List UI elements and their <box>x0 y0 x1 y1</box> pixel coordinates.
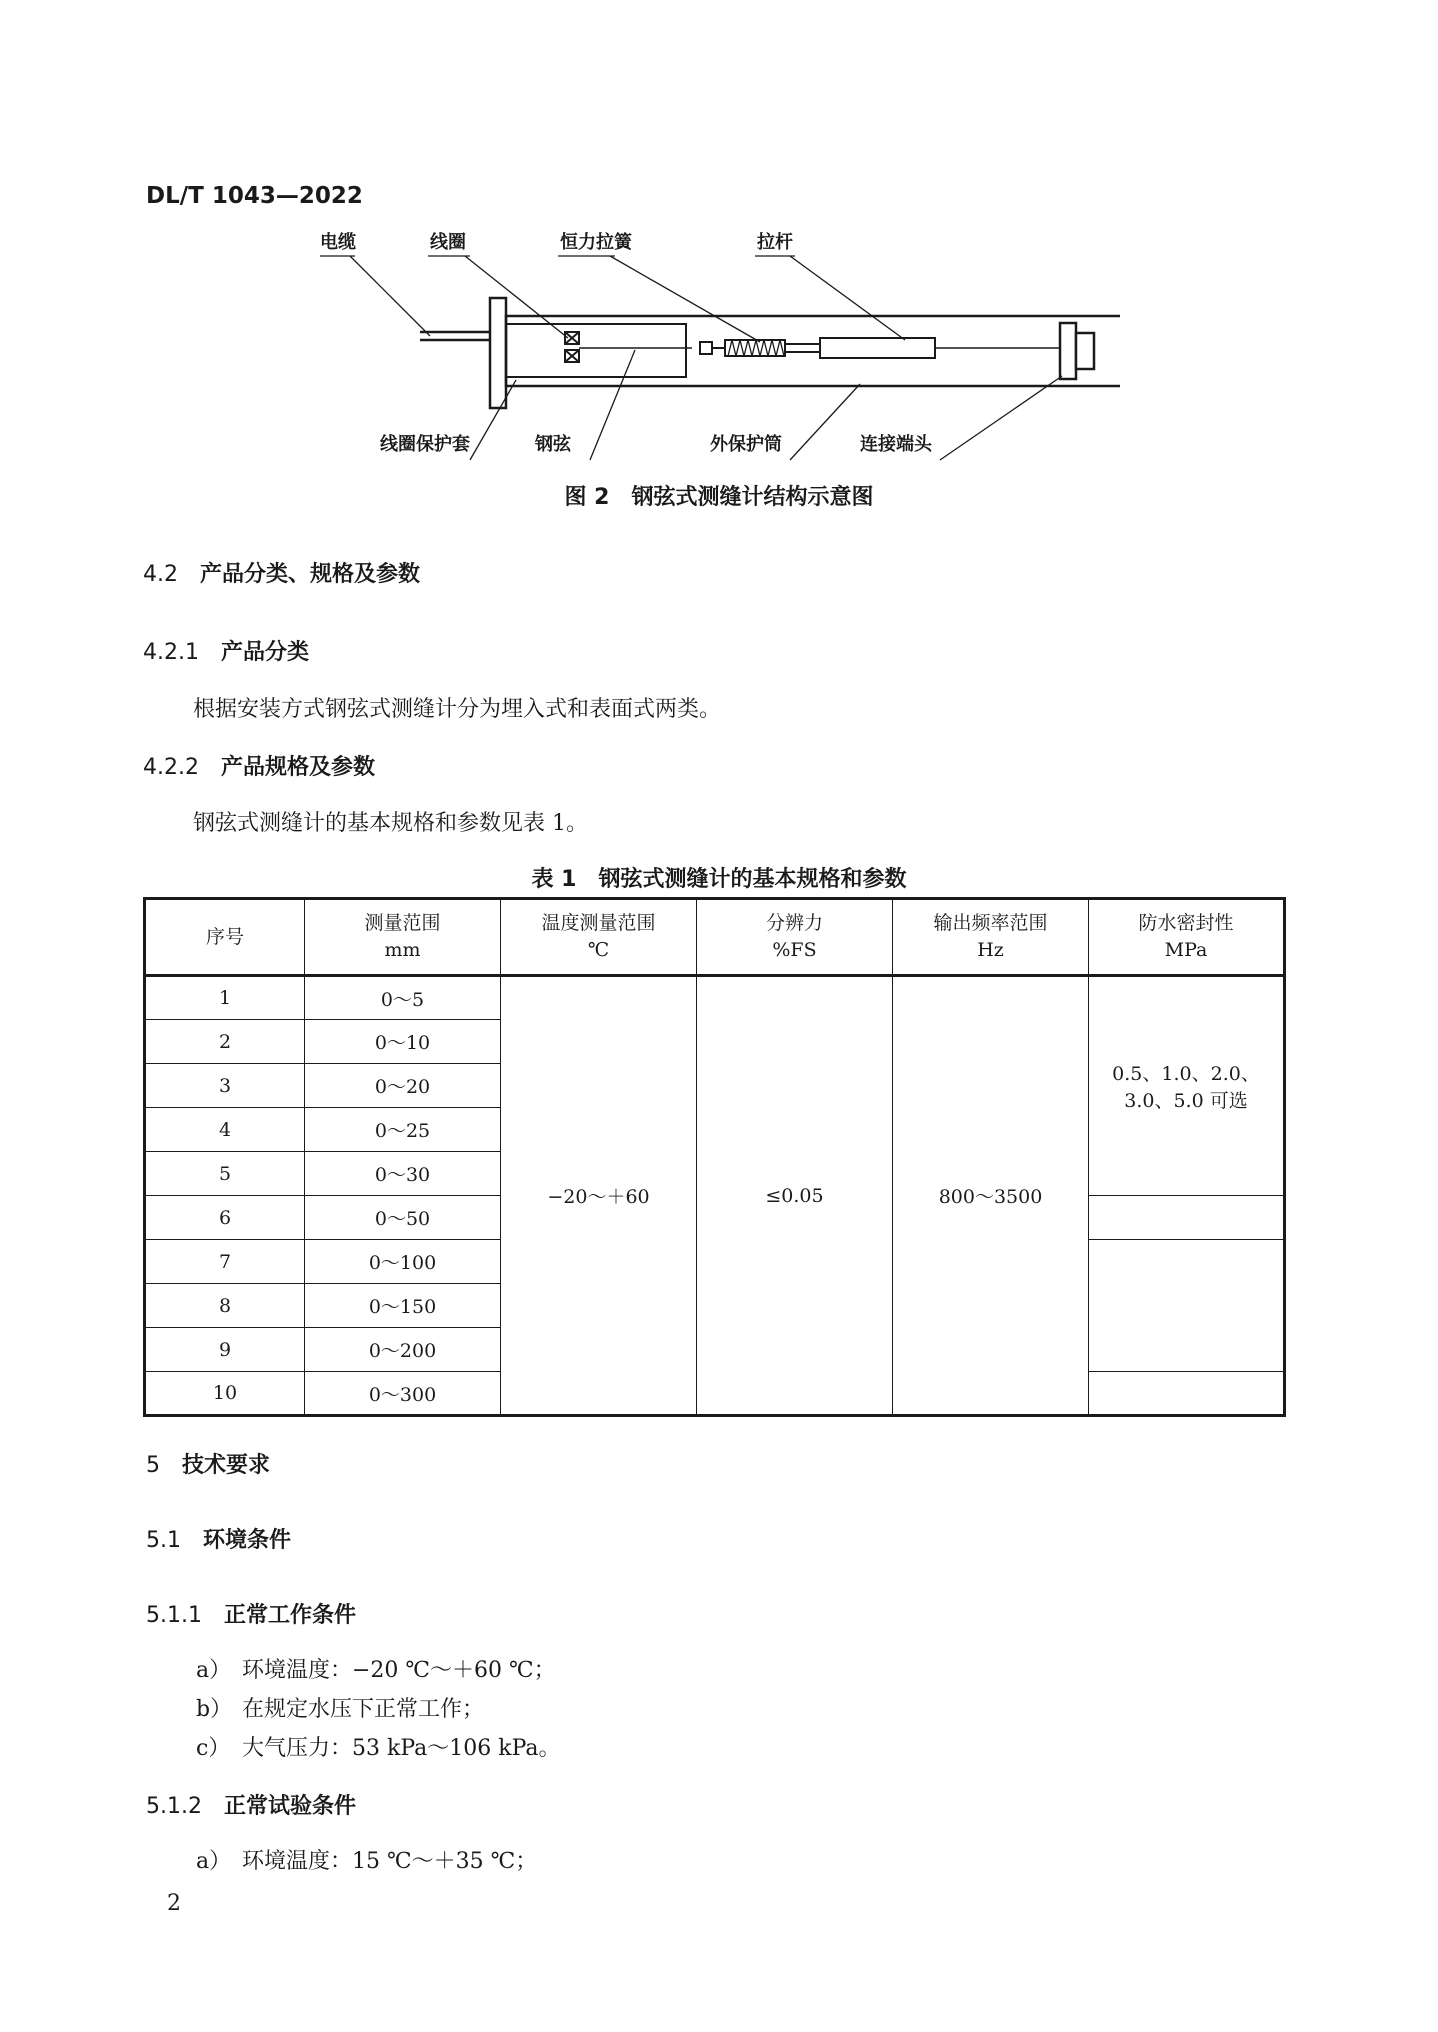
cell-no: 10 <box>145 1372 305 1416</box>
section-title: 环境条件 <box>203 1528 292 1553</box>
cell-no: 3 <box>145 1064 305 1108</box>
section-title: 正常试验条件 <box>223 1794 356 1819</box>
list-item <box>196 1844 537 1875</box>
cell-no: 8 <box>145 1284 305 1328</box>
header-cell: 分辨力 %FS <box>697 899 893 976</box>
list-text: 环境温度：−20 ℃～＋60 ℃； <box>242 1658 556 1683</box>
list-marker: b） <box>196 1697 233 1722</box>
cell-no: 5 <box>145 1152 305 1196</box>
header-cell: 温度测量范围 ℃ <box>501 899 697 976</box>
paragraph-classification: 根据安装方式钢弦式测缝计分为埋入式和表面式两类。 <box>193 697 722 722</box>
cell-no: 4 <box>145 1108 305 1152</box>
header-cell: 测量范围 mm <box>305 899 501 976</box>
table-row <box>145 976 1285 1020</box>
figure-caption: 图 2 钢弦式测缝计结构示意图 <box>564 485 874 510</box>
label-terminal: 连接端头 <box>860 434 932 455</box>
section-heading-5-1-2 <box>146 1789 356 1820</box>
coil-sleeve <box>506 324 686 377</box>
list-text: 大气压力：53 kPa～106 kPa。 <box>242 1736 561 1761</box>
cell-waterproof-empty <box>1089 1240 1285 1372</box>
cell-no: 2 <box>145 1020 305 1064</box>
cell-no: 1 <box>145 976 305 1020</box>
label-outer-tube: 外保护筒 <box>710 434 782 455</box>
section-number: 5 <box>146 1453 160 1478</box>
label-rod: 拉杆 <box>757 232 793 253</box>
section-number: 4.2 <box>143 562 178 587</box>
list-item <box>196 1692 484 1723</box>
cell-frequency: 800～3500 <box>893 976 1089 1416</box>
section-title: 产品分类、规格及参数 <box>200 562 421 587</box>
cell-range: 0～10 <box>305 1020 501 1064</box>
cell-no: 9 <box>145 1328 305 1372</box>
cell-range: 0～150 <box>305 1284 501 1328</box>
header-cell: 防水密封性 MPa <box>1089 899 1285 976</box>
cell-range: 0～200 <box>305 1328 501 1372</box>
table-caption: 表 1 钢弦式测缝计的基本规格和参数 <box>531 867 907 892</box>
list-item <box>196 1653 556 1684</box>
cell-waterproof-empty <box>1089 1372 1285 1416</box>
cell-range: 0～300 <box>305 1372 501 1416</box>
section-heading-4-2-2 <box>143 750 375 781</box>
label-coil: 线圈 <box>430 232 466 253</box>
section-number: 5.1 <box>146 1528 181 1553</box>
connection-terminal <box>1060 323 1076 379</box>
header-cell: 序号 <box>145 899 305 976</box>
document-code: DL/T 1043—2022 <box>146 183 363 209</box>
header-cell: 输出频率范围 Hz <box>893 899 1089 976</box>
list-marker: c） <box>196 1736 231 1761</box>
list-text: 在规定水压下正常工作； <box>242 1697 485 1722</box>
flange <box>490 298 506 408</box>
section-title: 产品分类 <box>220 640 309 665</box>
cell-range: 0～100 <box>305 1240 501 1284</box>
cell-waterproof: 0.5、1.0、2.0、 3.0、5.0 可选 <box>1089 976 1285 1196</box>
section-title: 正常工作条件 <box>223 1603 356 1628</box>
section-heading-5-1-1 <box>146 1598 356 1629</box>
section-heading-5-1 <box>146 1523 291 1554</box>
crack-meter-diagram <box>320 228 1120 468</box>
paragraph-spec-intro: 钢弦式测缝计的基本规格和参数见表 1。 <box>193 811 588 836</box>
cell-range: 0～30 <box>305 1152 501 1196</box>
section-heading-4-2-1 <box>143 635 309 666</box>
cell-range: 0～5 <box>305 976 501 1020</box>
label-cable: 电缆 <box>320 232 356 253</box>
section-title: 产品规格及参数 <box>220 755 375 780</box>
spring-connector <box>700 342 712 354</box>
page-number: 2 <box>167 1891 181 1916</box>
list-text: 环境温度：15 ℃～＋35 ℃； <box>242 1849 538 1874</box>
list-marker: a） <box>196 1849 232 1874</box>
label-spring: 恒力拉簧 <box>560 232 632 253</box>
section-number: 4.2.2 <box>143 755 199 780</box>
section-number: 4.2.1 <box>143 640 199 665</box>
table-header-row <box>145 899 1285 976</box>
label-coil-sleeve: 线圈保护套 <box>380 434 470 455</box>
cell-range: 0～25 <box>305 1108 501 1152</box>
list-item <box>196 1731 561 1762</box>
cell-resolution: ≤0.05 <box>697 976 893 1416</box>
cell-temp-range: −20～＋60 <box>501 976 697 1416</box>
list-marker: a） <box>196 1658 232 1683</box>
section-title: 技术要求 <box>182 1453 271 1478</box>
cell-no: 7 <box>145 1240 305 1284</box>
cell-waterproof-empty <box>1089 1196 1285 1240</box>
pull-rod <box>820 338 935 358</box>
label-wire: 钢弦 <box>535 434 571 455</box>
spec-table <box>143 897 1286 1417</box>
section-number: 5.1.2 <box>146 1794 202 1819</box>
section-heading-4-2 <box>143 557 420 588</box>
section-heading-5 <box>146 1448 270 1479</box>
structure-drawing <box>320 228 1120 468</box>
cell-range: 0～20 <box>305 1064 501 1108</box>
cell-no: 6 <box>145 1196 305 1240</box>
cell-range: 0～50 <box>305 1196 501 1240</box>
section-number: 5.1.1 <box>146 1603 202 1628</box>
